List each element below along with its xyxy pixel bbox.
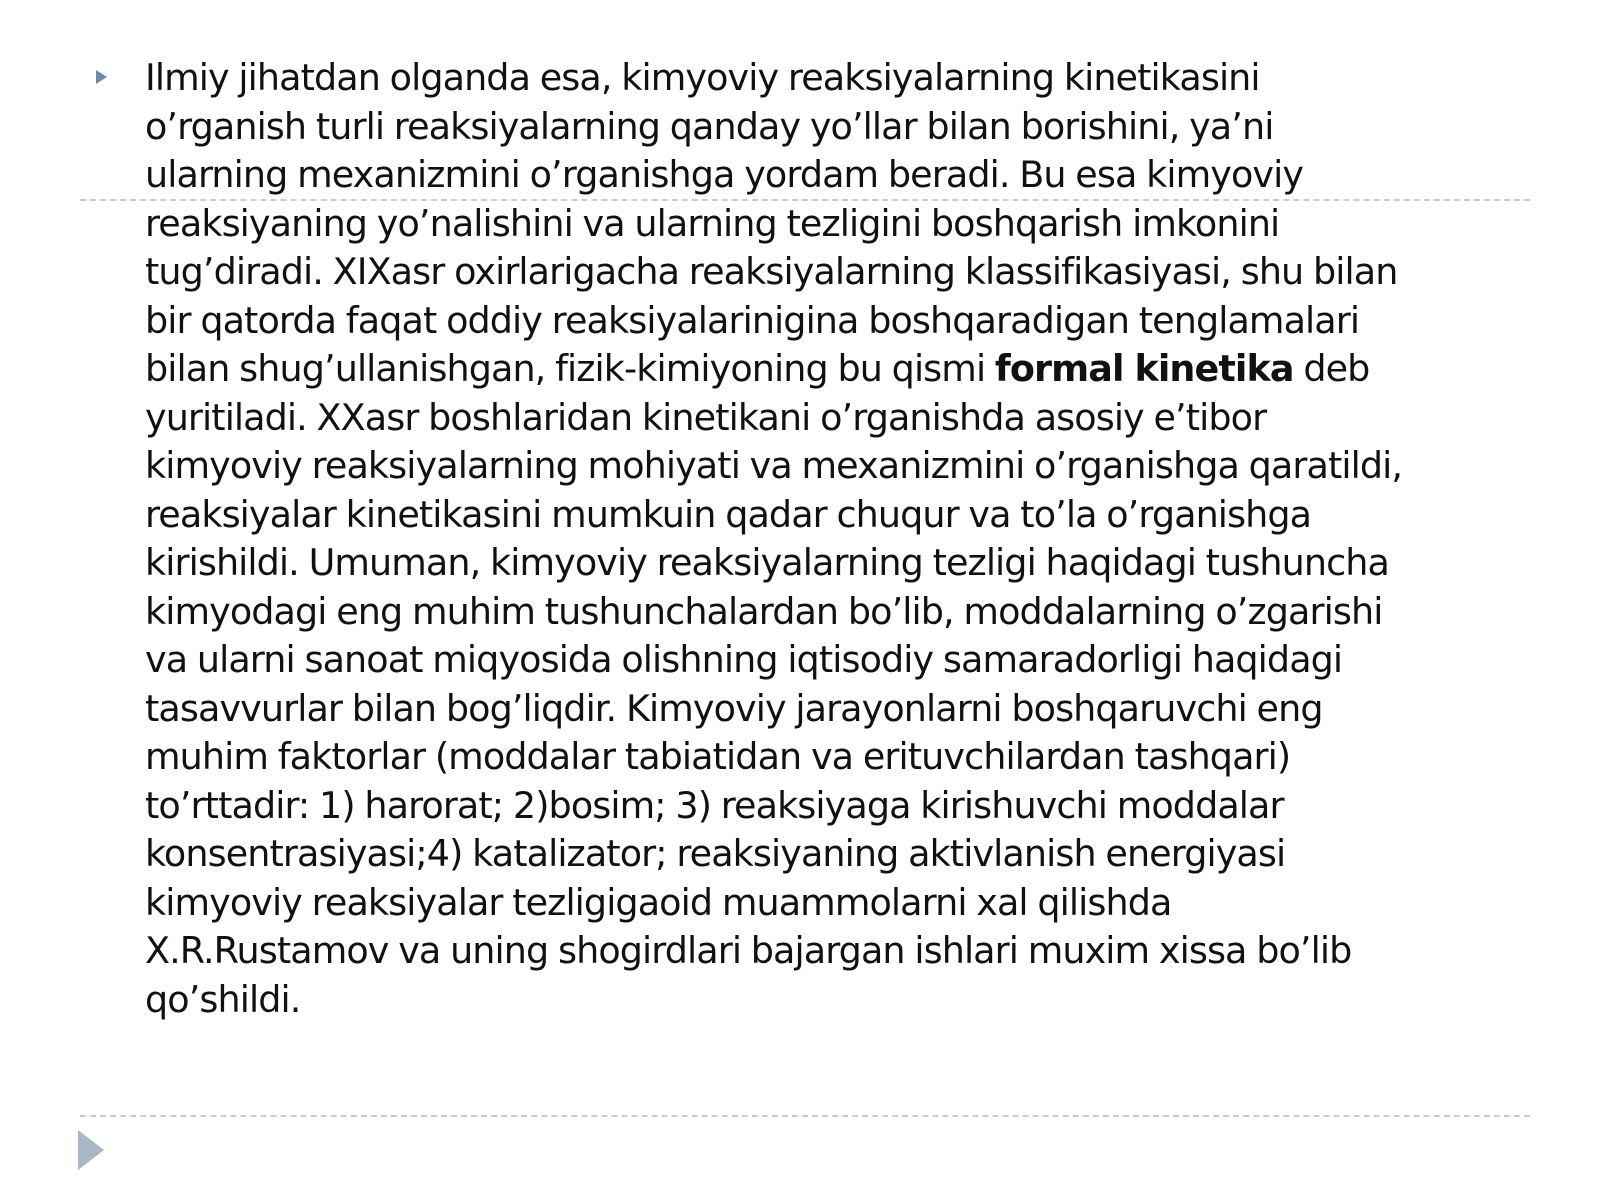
paragraph-text-before-bold: Ilmiy jihatdan olganda esa, kimyoviy reaksiyalarning kinetikasini o’rganish turli reaksiyalarning qanday yo’llar bilan borishini, ya’ni ularning mexanizmini o’rganishga yordam beradi. Bu esa kimyoviy reaksiyaning yo’nalishini va ularning tezligini boshqarish imkonini tug’diradi. XIXasr oxirlarigacha reaksiyalarning klassifikasiyasi, shu bilan bir qatorda faqat oddiy reaksiyalarinigina boshqaradigan tenglamalari bilan shug’ullanishgan, fizik-kimiyoning bu qismi: [145, 56, 1398, 390]
triangle-right-icon: [96, 70, 107, 84]
bold-term: formal kinetika: [994, 347, 1294, 390]
bullet-item: [96, 54, 1516, 1024]
body-paragraph: [145, 54, 1515, 1024]
paragraph-text-after-bold: deb yuritiladi. XXasr boshlaridan kinetikani o’rganishda asosiy e’tibor kimyoviy reaksiyalarning mohiyati va mexanizmini o’rganishga qaratildi, reaksiyalar kinetikasini mumkuin qadar chuqur va to’la o’rganishga kirishildi. Umuman, kimyoviy reaksiyalarning tezligi haqidagi tushuncha kimyodagi eng muhim tushunchalardan bo’lib, moddalarning o’zgarishi va ularni sanoat miqyosida olishning iqtisodiy samaradorligi haqidagi tasavvurlar bilan bog’liqdir. Kimyoviy jarayonlarni boshqaruvchi eng muhim faktorlar (moddalar tabiatidan va erituvchilardan tashqari) to’rttadir: 1) harorat; 2)bosim; 3) reaksiyaga kirishuvchi moddalar konsentrasiyasi;4) katalizator; reaksiyaning aktivlanish energiyasi kimyoviy reaksiyalar tezligigaoid muammolarni xal qilishda X.R.Rustamov va uning shogirdlari bajargan ishlari muxim xissa bo’lib qo’shildi.: [145, 347, 1403, 1021]
next-arrow-icon[interactable]: [78, 1130, 104, 1170]
bottom-divider: [80, 1115, 1530, 1117]
